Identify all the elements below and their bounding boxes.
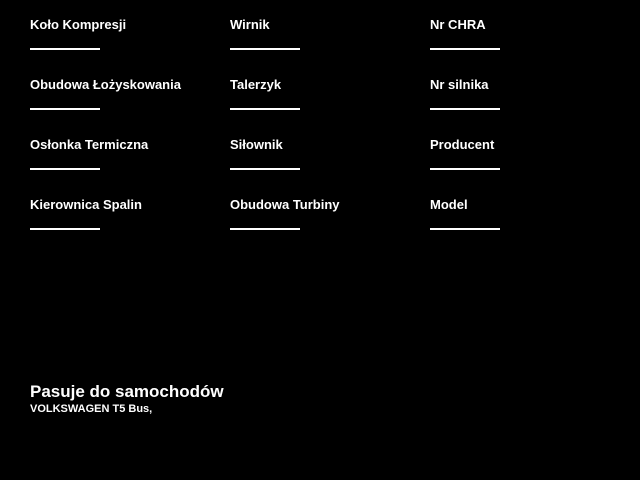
spec-field-nr-chra [430,17,630,77]
spec-field-obudowa-turbiny [230,197,430,257]
spec-field-talerzyk [230,77,430,137]
spec-field-underline [430,228,500,230]
spec-field-label: Model [430,197,468,212]
fits-section [30,382,224,416]
spec-field-underline [30,228,100,230]
spec-field-producent [430,137,630,197]
spec-field-label: Obudowa Łożyskowania [30,77,181,92]
spec-field-label: Wirnik [230,17,270,32]
spec-field-underline [430,108,500,110]
spec-field-label: Talerzyk [230,77,282,92]
spec-field-silownik [230,137,430,197]
spec-field-kolo-kompresji [30,17,230,77]
spec-field-label: Nr CHRA [430,17,486,32]
spec-field-underline [230,228,300,230]
spec-field-label: Siłownik [230,137,283,152]
spec-field-underline [30,48,100,50]
spec-field-label: Osłonka Termiczna [30,137,149,152]
spec-field-underline [430,48,500,50]
spec-field-underline [430,168,500,170]
spec-field-model [430,197,630,257]
spec-field-kierownica-spalin [30,197,230,257]
fits-vehicles-list: VOLKSWAGEN T5 Bus, [30,403,153,415]
spec-field-underline [230,168,300,170]
fits-section-title: Pasuje do samochodów [30,382,224,401]
spec-field-underline [30,168,100,170]
spec-field-label: Producent [430,137,495,152]
spec-field-label: Obudowa Turbiny [230,197,340,212]
spec-field-underline [230,48,300,50]
spec-field-label: Kierownica Spalin [30,197,142,212]
spec-field-underline [230,108,300,110]
spec-field-obudowa-lozyskowania [30,77,230,137]
spec-grid [30,17,630,257]
spec-field-oslonka-termiczna [30,137,230,197]
spec-field-underline [30,108,100,110]
spec-field-nr-silnika [430,77,630,137]
spec-field-wirnik [230,17,430,77]
spec-field-label: Nr silnika [430,77,489,92]
spec-field-label: Koło Kompresji [30,17,127,32]
